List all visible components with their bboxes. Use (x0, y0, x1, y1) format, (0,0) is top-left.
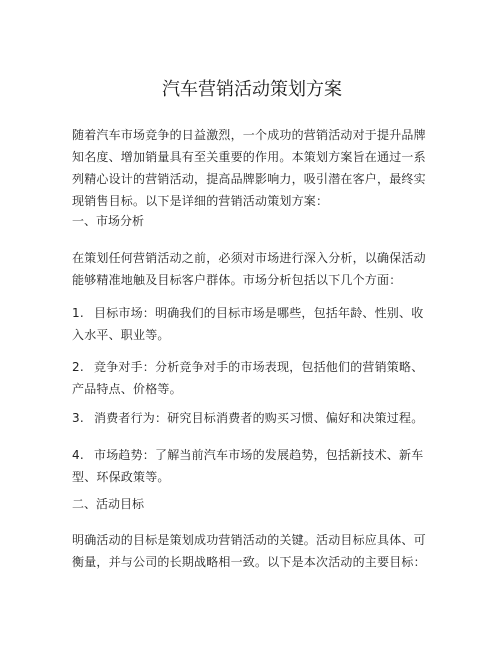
activity-goals-paragraph: 明确活动的目标是策划成功营销活动的关键。活动目标应具体、可衡量，并与公司的长期战略相一致。以下是本次活动的主要目标： (72, 533, 426, 569)
list-item-number: 1. (72, 306, 84, 320)
list-item-text: 竞争对手：分析竞争对手的市场表现，包括他们的营销策略、产品特点、价格等。 (72, 360, 424, 396)
list-item-text: 市场趋势：了解当前汽车市场的发展趋势，包括新技术、新车型、环保政策等。 (72, 448, 424, 484)
list-item (72, 302, 432, 346)
section-heading-market-analysis: 一、市场分析 (72, 214, 145, 228)
list-item (72, 407, 432, 429)
section-heading-activity-goals: 二、活动目标 (72, 497, 145, 511)
list-item-text: 消费者行为：研究目标消费者的购买习惯、偏好和决策过程。 (94, 411, 424, 425)
market-analysis-paragraph: 在策划任何营销活动之前，必须对市场进行深入分析，以确保活动能够精准地触及目标客户群体。市场分析包括以下几个方面： (72, 251, 426, 287)
list-item-number: 2. (72, 360, 84, 374)
list-item (72, 356, 432, 400)
intro-paragraph: 随着汽车市场竞争的日益激烈，一个成功的营销活动对于提升品牌知名度、增加销量具有至关重要的作用。本策划方案旨在通过一系列精心设计的营销活动，提高品牌影响力，吸引潜在客户，最终实现销售目标。以下是详细的营销活动策划方案： (72, 128, 426, 208)
list-item-number: 4. (72, 448, 84, 462)
list-item-text: 目标市场：明确我们的目标市场是哪些，包括年龄、性别、收入水平、职业等。 (72, 306, 424, 342)
list-item (72, 444, 432, 488)
list-item-number: 3. (72, 411, 84, 425)
document-title: 汽车营销活动策划方案 (162, 79, 342, 100)
